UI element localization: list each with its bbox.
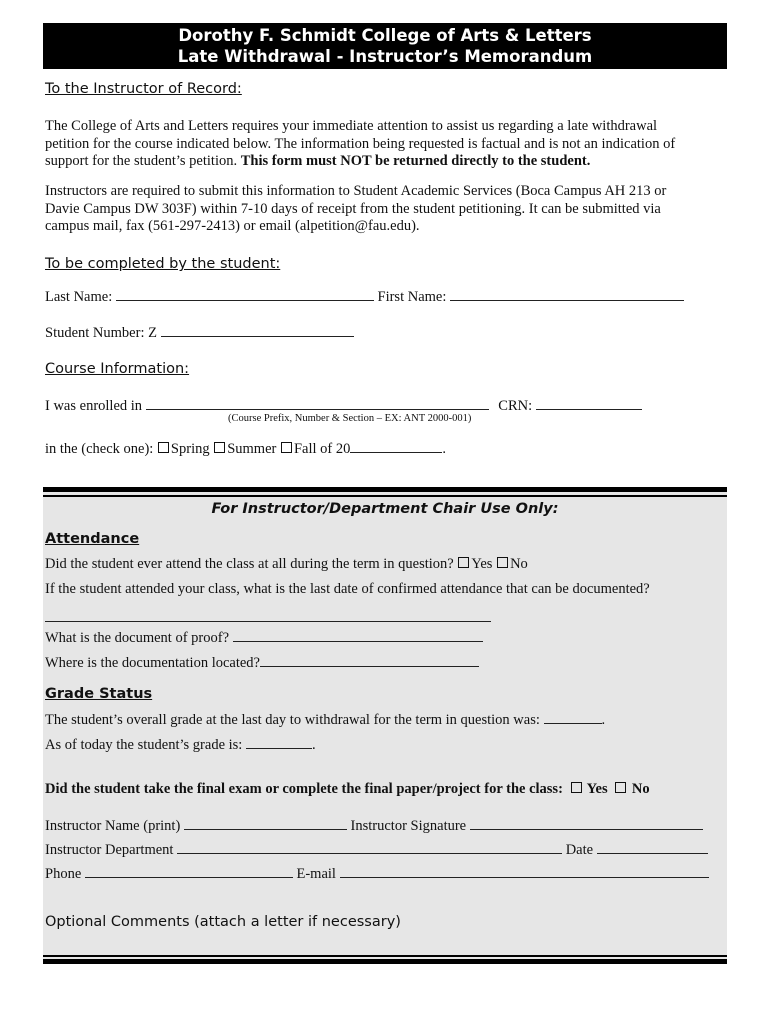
- grade-today-field[interactable]: [246, 736, 312, 749]
- intro-paragraph-2: [45, 183, 666, 236]
- date-field[interactable]: [597, 841, 708, 854]
- first-name-field[interactable]: [450, 288, 684, 301]
- final-no-label: No: [631, 781, 650, 797]
- spring-label: Spring: [170, 441, 210, 457]
- student-number-label: Student Number: Z: [45, 325, 157, 341]
- attendance-question-row: [45, 556, 528, 573]
- spring-checkbox[interactable]: [158, 442, 169, 453]
- student-number-field[interactable]: [161, 324, 354, 337]
- section-rule-bottom: [43, 959, 727, 964]
- department-row: [45, 841, 708, 859]
- section-rule-bottom-thin: [43, 955, 727, 957]
- term-period: .: [442, 441, 446, 457]
- fall-checkbox[interactable]: [281, 442, 292, 453]
- last-name-label: Last Name:: [45, 289, 113, 305]
- intro-p2-line1: Instructors are required to submit this information to Student Academic Services (Boca Campus AH 213 or: [45, 183, 667, 199]
- attended-no-checkbox[interactable]: [497, 557, 508, 568]
- attendance-heading: Attendance: [45, 531, 140, 547]
- instructor-name-field[interactable]: [184, 817, 347, 830]
- location-field[interactable]: [260, 654, 479, 667]
- section-rule-top: [43, 487, 727, 492]
- proof-label: What is the document of proof?: [45, 630, 230, 646]
- final-yes-label: Yes: [586, 781, 608, 797]
- fall-label: Fall of 20: [293, 441, 351, 457]
- form-title-line2: Late Withdrawal - Instructor’s Memorandum: [177, 47, 593, 66]
- grade-today-label: As of today the student’s grade is:: [45, 737, 243, 753]
- student-number-row: [45, 324, 354, 342]
- last-name-field[interactable]: [116, 288, 374, 301]
- proof-row: [45, 629, 483, 647]
- intro-p2-line2: Davie Campus DW 303F) within 7-10 days of receipt from the student petitioning. It can be submitted via: [45, 200, 661, 217]
- phone-field[interactable]: [85, 865, 293, 878]
- intro-paragraph-1: [45, 118, 675, 171]
- attendance-question: Did the student ever attend the class at all during the term in question?: [45, 556, 454, 572]
- section-rule-top-thin: [43, 495, 727, 497]
- course-field[interactable]: [146, 397, 489, 410]
- course-info-heading: Course Information:: [45, 361, 190, 377]
- attended-yes-label: Yes: [471, 556, 493, 572]
- intro-p2-line3: campus mail, fax (561-297-2413) or email (alpetition@fau.edu).: [45, 218, 420, 234]
- instructor-name-row: [45, 817, 703, 835]
- first-name-label: First Name:: [377, 289, 447, 305]
- attended-no-label: No: [510, 556, 528, 572]
- title-banner: [43, 23, 727, 69]
- intro-p1-line1: The College of Arts and Letters requires your immediate attention to assist us regarding a late withdrawal: [45, 118, 658, 134]
- grade-withdraw-label: The student’s overall grade at the last day to withdrawal for the term in question was:: [45, 712, 540, 728]
- date-label: Date: [565, 842, 594, 858]
- grade-withdraw-period: .: [601, 712, 606, 728]
- grade-today-row: [45, 736, 316, 754]
- grade-withdraw-field[interactable]: [544, 711, 602, 724]
- instructor-department-label: Instructor Department: [45, 842, 174, 858]
- optional-comments-label: Optional Comments (attach a letter if necessary): [45, 914, 401, 930]
- fall-year-field[interactable]: [350, 440, 442, 453]
- intro-p1-line3-text: support for the student’s petition.: [45, 153, 241, 169]
- intro-warning: This form must NOT be returned directly to the student.: [240, 153, 591, 169]
- last-date-field[interactable]: [45, 621, 491, 622]
- enrolled-label: I was enrolled in: [45, 398, 143, 414]
- final-yes-checkbox[interactable]: [571, 782, 582, 793]
- email-label: E-mail: [296, 866, 336, 882]
- location-row: [45, 654, 479, 672]
- name-row: [45, 288, 684, 306]
- proof-field[interactable]: [233, 629, 483, 642]
- instructor-department-field[interactable]: [177, 841, 562, 854]
- final-exam-row: [45, 781, 650, 798]
- form-title-line1: Dorothy F. Schmidt College of Arts & Letters: [178, 26, 592, 45]
- intro-p1-line3: [45, 153, 675, 171]
- instructor-section-heading: For Instructor/Department Chair Use Only:: [211, 501, 559, 517]
- phone-label: Phone: [45, 866, 82, 882]
- term-label: in the (check one):: [45, 441, 154, 457]
- instructor-name-label: Instructor Name (print): [45, 818, 181, 834]
- grade-status-heading: Grade Status: [45, 686, 153, 702]
- summer-checkbox[interactable]: [214, 442, 225, 453]
- grade-withdraw-row: [45, 711, 605, 729]
- student-section-heading: To be completed by the student:: [45, 256, 281, 272]
- intro-p1-line2: petition for the course indicated below. The information being requested is factual and is not an indication of: [45, 135, 676, 152]
- crn-label: CRN:: [498, 398, 533, 414]
- final-no-checkbox[interactable]: [615, 782, 626, 793]
- crn-field[interactable]: [536, 397, 642, 410]
- grade-today-period: .: [311, 737, 316, 753]
- salutation: To the Instructor of Record:: [45, 81, 242, 97]
- instructor-signature-field[interactable]: [470, 817, 703, 830]
- course-format-hint: (Course Prefix, Number & Section – EX: ANT 2000-001): [228, 413, 472, 424]
- contact-row: [45, 865, 709, 883]
- final-exam-question: Did the student take the final exam or complete the final paper/project for the class:: [45, 781, 563, 797]
- email-field[interactable]: [340, 865, 709, 878]
- term-row: [45, 440, 446, 458]
- last-date-question: If the student attended your class, what is the last date of confirmed attendance that can be documented?: [45, 581, 650, 597]
- attended-yes-checkbox[interactable]: [458, 557, 469, 568]
- location-label: Where is the documentation located?: [45, 655, 260, 671]
- instructor-signature-label: Instructor Signature: [350, 818, 467, 834]
- summer-label: Summer: [227, 441, 277, 457]
